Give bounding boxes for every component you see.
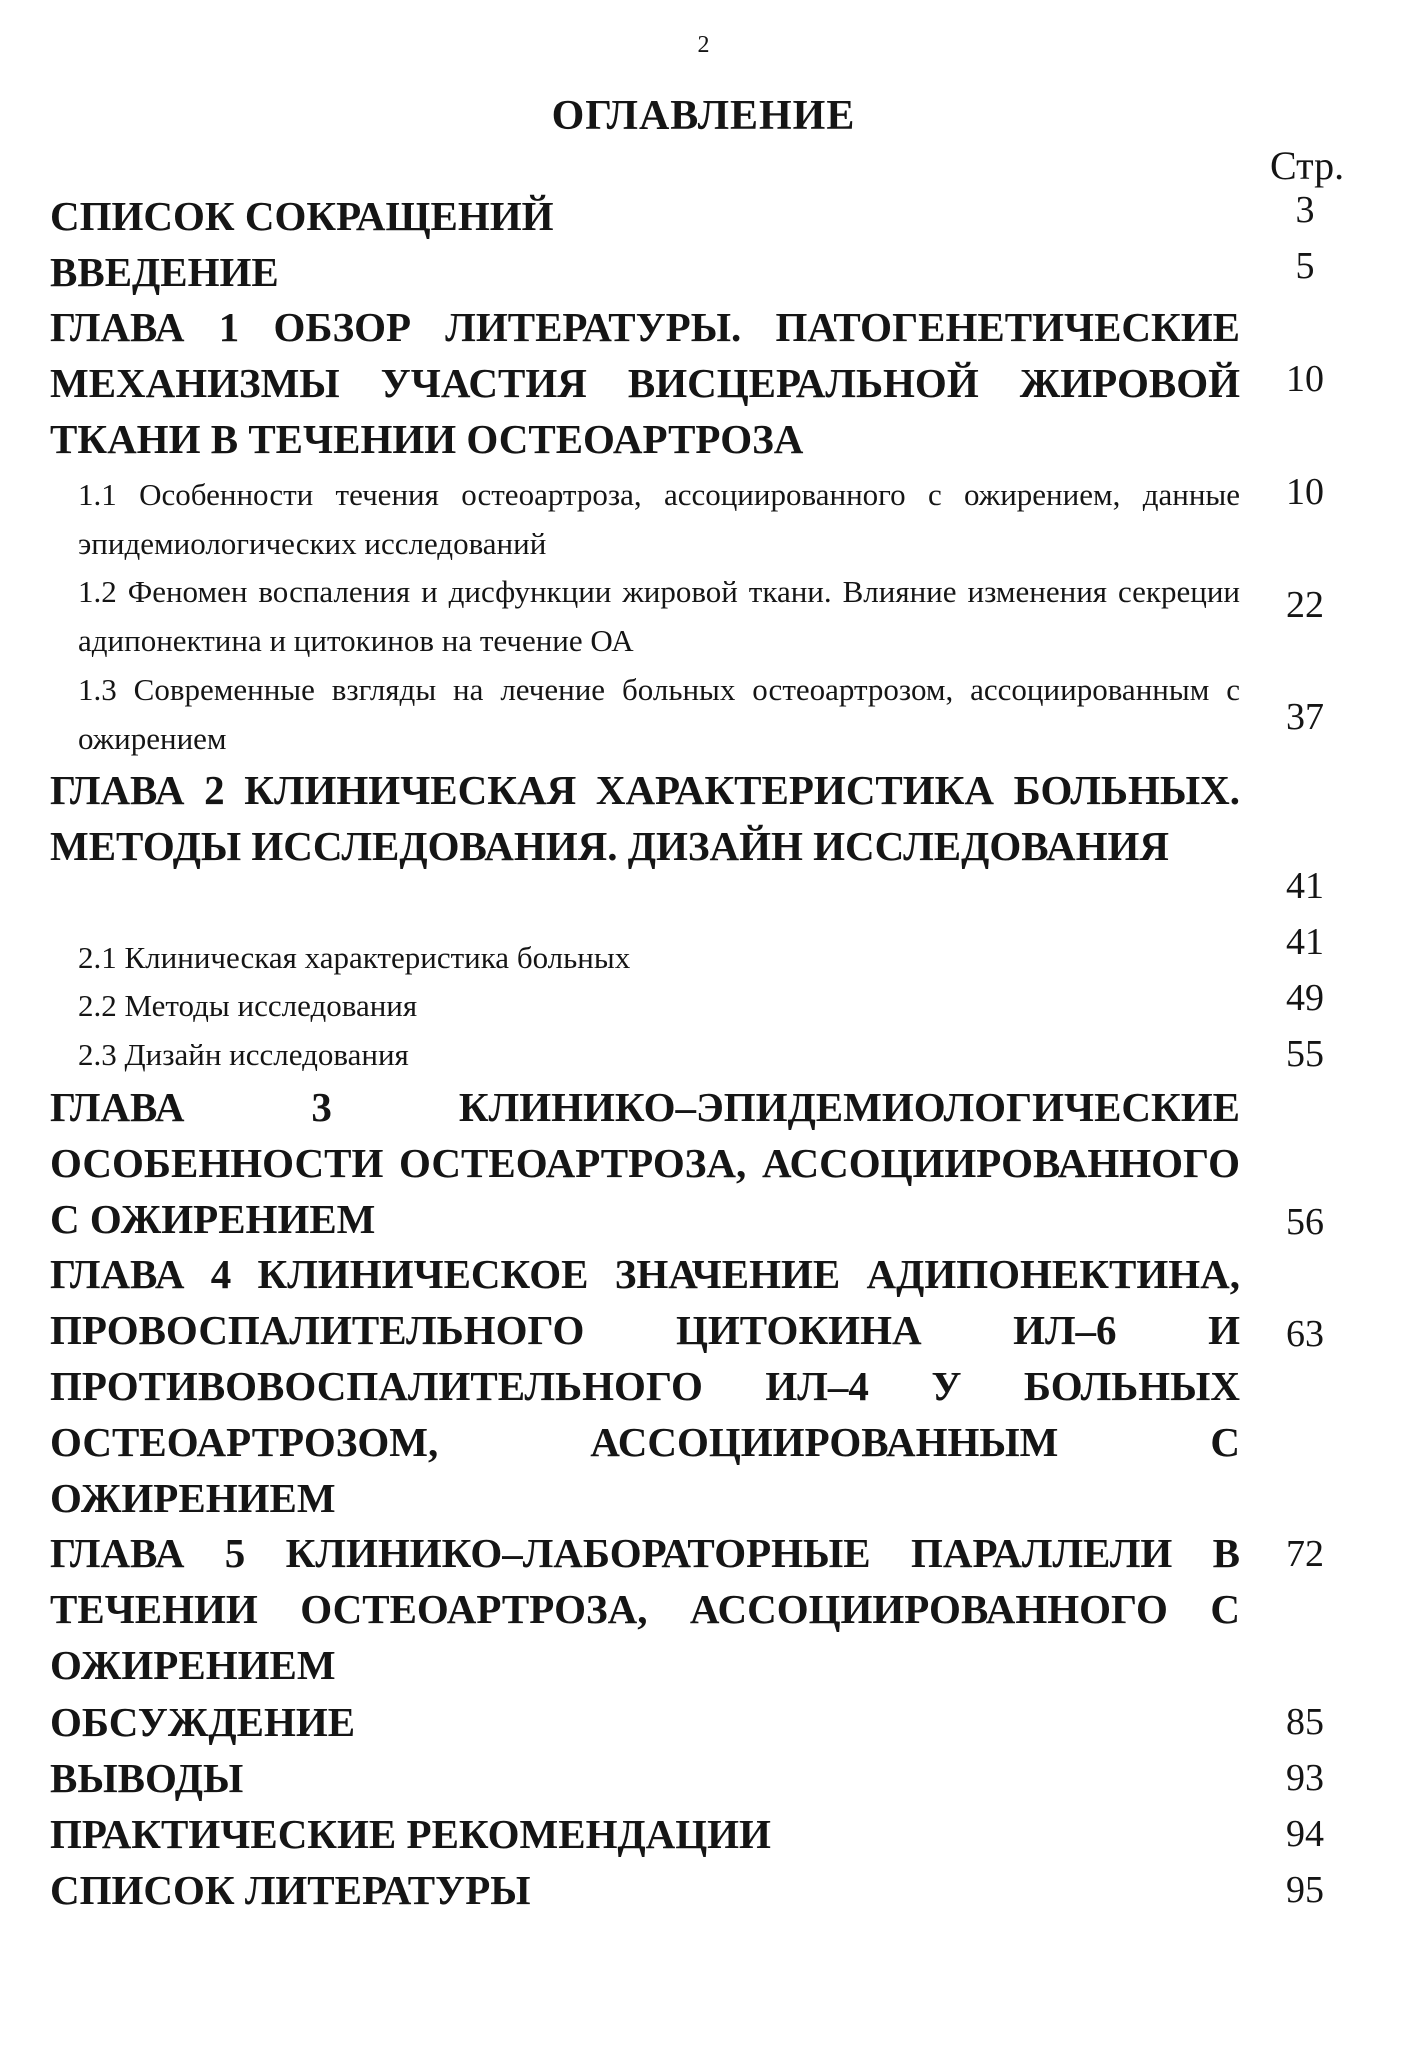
toc-page-number: 49 [1286, 977, 1324, 1019]
toc-entry-text: ОБСУЖДЕНИЕ [50, 1699, 356, 1745]
toc-page-number: 3 [1295, 189, 1315, 231]
toc-entry-text: ГЛАВА 1 ОБЗОР ЛИТЕРАТУРЫ. ПАТОГЕНЕТИЧЕСКИЕ МЕХАНИЗМЫ УЧАСТИЯ ВИСЦЕРАЛЬНОЙ ЖИРОВОЙ ТКАНИ В ТЕЧЕНИИ ОСТЕОАРТРОЗА [50, 304, 1240, 462]
toc-entry-text: 1.1 Особенности течения остеоартроза, ассоциированного с ожирением, данные эпидемиологических исследований [78, 477, 1240, 561]
toc-entry-chapter-5[interactable] [50, 1525, 1240, 1693]
toc-entry-chapter-4[interactable] [50, 1246, 1240, 1526]
page-title: ОГЛАВЛЕНИЕ [551, 93, 856, 139]
toc-entry-text: ГЛАВА 5 КЛИНИКО–ЛАБОРАТОРНЫЕ ПАРАЛЛЕЛИ В ТЕЧЕНИИ ОСТЕОАРТРОЗА, АССОЦИИРОВАННОГО С ОЖИРЕНИЕМ [50, 1530, 1240, 1688]
toc-page-number: 5 [1295, 245, 1315, 287]
toc-page-number: 63 [1286, 1313, 1324, 1355]
toc-page-number: 41 [1286, 921, 1324, 963]
toc-page-number: 72 [1286, 1533, 1324, 1575]
toc-entry-section-2-2[interactable] [78, 981, 1240, 1030]
toc-entry-references[interactable] [50, 1862, 1240, 1918]
toc-page-number: 93 [1286, 1757, 1324, 1799]
toc-entry-text: 2.2 Методы исследования [78, 988, 418, 1023]
toc-entry-text: ГЛАВА 3 КЛИНИКО–ЭПИДЕМИОЛОГИЧЕСКИЕ ОСОБЕННОСТИ ОСТЕОАРТРОЗА, АССОЦИИРОВАННОГО С ОЖИРЕНИЕМ [50, 1084, 1240, 1242]
toc-entry-text: ГЛАВА 2 КЛИНИЧЕСКАЯ ХАРАКТЕРИСТИКА БОЛЬНЫХ. МЕТОДЫ ИССЛЕДОВАНИЯ. ДИЗАЙН ИССЛЕДОВАНИЯ [50, 767, 1240, 869]
page-number: 2 [697, 32, 710, 58]
toc-entry-introduction[interactable] [50, 244, 1240, 300]
toc-entry-text: ВВЕДЕНИЕ [50, 249, 279, 295]
toc-entry-text: ПРАКТИЧЕСКИЕ РЕКОМЕНДАЦИИ [50, 1811, 771, 1857]
toc-entry-section-1-3[interactable] [78, 665, 1240, 763]
toc-page-number: 95 [1286, 1869, 1324, 1911]
toc-entry-recommendations[interactable] [50, 1806, 1240, 1862]
toc-page-number: 56 [1286, 1201, 1324, 1243]
toc-page-number: 10 [1286, 358, 1324, 400]
toc-entry-text: ВЫВОДЫ [50, 1755, 244, 1801]
toc-entry-text: 1.3 Современные взгляды на лечение больных остеоартрозом, ассоциированным с ожирением [78, 672, 1240, 756]
page-column-header: Стр. [1270, 143, 1345, 188]
toc-entry-text: СПИСОК СОКРАЩЕНИЙ [50, 193, 554, 239]
toc-entry-discussion[interactable] [50, 1694, 1240, 1750]
toc-entry-section-1-2[interactable] [78, 567, 1240, 665]
toc-entry-text: 2.3 Дизайн исследования [78, 1037, 409, 1072]
toc-page-number: 22 [1286, 584, 1324, 626]
toc-entry-text: 2.1 Клиническая характеристика больных [78, 940, 631, 975]
toc-page-number: 55 [1286, 1033, 1324, 1075]
toc-entry-chapter-2[interactable] [50, 762, 1240, 874]
toc-entry-text: 1.2 Феномен воспаления и дисфункции жировой ткани. Влияние изменения секреции адипонектина и цитокинов на течение ОА [78, 574, 1240, 658]
toc-page-number: 85 [1286, 1701, 1324, 1743]
toc-entry-section-2-3[interactable] [78, 1030, 1240, 1079]
toc-entry-text: СПИСОК ЛИТЕРАТУРЫ [50, 1867, 531, 1913]
toc-entry-section-1-1[interactable] [78, 470, 1240, 568]
toc-entry-chapter-1[interactable] [50, 299, 1240, 467]
toc-entry-section-2-1[interactable] [78, 933, 1240, 982]
toc-page-number: 41 [1286, 865, 1324, 907]
toc-page-number: 94 [1286, 1813, 1324, 1855]
toc-page-number: 10 [1286, 471, 1324, 513]
toc-entry-text: ГЛАВА 4 КЛИНИЧЕСКОЕ ЗНАЧЕНИЕ АДИПОНЕКТИНА, ПРОВОСПАЛИТЕЛЬНОГО ЦИТОКИНА ИЛ–6 И ПРОТИВОВОСПАЛИТЕЛЬНОГО ИЛ–4 У БОЛЬНЫХ ОСТЕОАРТРОЗОМ, АССОЦИИРОВАННЫМ С ОЖИРЕНИЕМ [50, 1251, 1240, 1521]
toc-page-number: 37 [1286, 696, 1324, 738]
toc-entry-abbreviations[interactable] [50, 188, 1240, 244]
toc-entry-chapter-3[interactable] [50, 1079, 1240, 1247]
toc-entry-conclusions[interactable] [50, 1750, 1240, 1806]
